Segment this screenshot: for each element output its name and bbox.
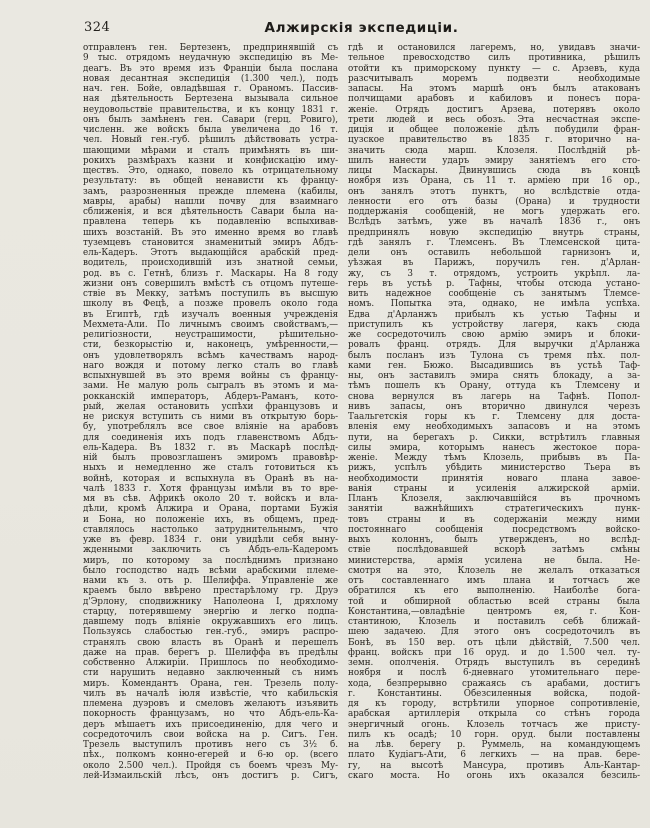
text-line: министерства, армія усилена не была. Не- bbox=[348, 555, 640, 566]
text-line: 9 тыс. отрядомъ неудачную экспедицію въ Ме- bbox=[83, 53, 338, 64]
text-line: д'Эрлону, сподвижнику Наполеона I, дряхлому bbox=[83, 596, 338, 607]
text-line: пѣх., полкомъ конно-егерей и 6-ю ор. (всего bbox=[83, 750, 338, 761]
text-line: род. въ с. Гетнѣ, близъ г. Маскары. На 8 году bbox=[83, 268, 338, 279]
text-line: ель-Кадеръ. Этотъ выдающійся арабскій пред- bbox=[83, 248, 338, 258]
text-line: ванія страны и усиленія алжирской арміи. bbox=[348, 483, 640, 494]
text-line: давшему подъ вліяніе окружавшихъ его лицъ. bbox=[83, 617, 338, 627]
text-line: гдѣ и остановился лагеремъ, но, увидавъ значи- bbox=[348, 43, 640, 53]
text-line: рижъ, успѣлъ убѣдить министерство Тьера въ bbox=[348, 463, 640, 474]
text-line: около 2.500 чел.). Пройдя съ боемъ чрезъ Му- bbox=[83, 760, 338, 771]
text-line: отойти къ приморскому пункту — с. Арзевъ, куда bbox=[348, 63, 640, 74]
text-line: шающими мѣрами и сталъ примѣнять въ ши- bbox=[83, 145, 338, 156]
text-line: вспыхнувшей въ это время войны съ францу- bbox=[83, 371, 338, 381]
text-line: скаго моста. Но огонь ихъ оказался безсиль- bbox=[348, 770, 640, 781]
text-line: водитель, происходившій изъ знатной семьи, bbox=[83, 258, 338, 269]
text-line: уѣзжая въ Парижъ, поручилъ ген. д'Арлан- bbox=[348, 258, 640, 269]
text-line: деръ мѣшаетъ ихъ присоединенію, для чего и bbox=[83, 719, 338, 730]
text-line: дели онъ оставилъ небольшой гарнизонъ и, bbox=[348, 248, 640, 258]
text-line: необходимости принятія новаго плана завое- bbox=[348, 473, 640, 484]
text-line: ками ген. Бюжо. Высадившись въ устьѣ Таф- bbox=[348, 360, 640, 371]
text-line: ноября изъ Орана, съ 11 т. арміею при 16 ор., bbox=[348, 176, 640, 187]
text-line: замъ, разрозненныя прежде племена (кабилы, bbox=[83, 186, 338, 197]
text-line: полчищами арабовъ и кабиловъ и понесъ пора- bbox=[348, 94, 640, 105]
text-line: религіозности, неустрашимости, рѣшительно- bbox=[83, 330, 338, 340]
text-line: въ Египтѣ, гдѣ изучалъ военныя учрежденія bbox=[83, 309, 338, 320]
text-line: онъ удовлетворялъ всѣмъ качествамъ народ- bbox=[83, 350, 338, 361]
text-line: лицы Маскары. Двинувшись сюда въ концѣ bbox=[348, 166, 640, 176]
text-line: сближенія, и вся дѣятельность Савари была на- bbox=[83, 207, 338, 217]
text-line: Бонѣ, въ 150 вер. отъ цѣли дѣйствій, 7.500 чел. bbox=[348, 637, 640, 648]
text-line: для соединенія ихъ подъ главенствомъ Абдъ- bbox=[83, 432, 338, 443]
page-header bbox=[0, 20, 650, 38]
text-line: шихъ возстаній. Въ это именно время во главѣ bbox=[83, 227, 338, 238]
text-line: было господство надъ всѣми арабскими племе- bbox=[83, 565, 338, 576]
text-line: франц. войскъ при 16 оруд. и до 1.500 чел. ту- bbox=[348, 647, 640, 658]
text-line: численн. же войскъ была увеличена до 16 т. bbox=[83, 125, 338, 135]
text-line: обратился къ его выполненію. Наиболѣе бога- bbox=[348, 586, 640, 597]
text-line: отъ составленнаго имъ плана и тотчасъ же bbox=[348, 576, 640, 586]
text-line: лей-Измаильскій лѣсъ, онъ достигъ р. Сигъ, bbox=[83, 770, 338, 781]
text-line: рокканскій императоръ, Абдеръ-Раманъ, кото- bbox=[83, 391, 338, 402]
text-line: туземцевъ становится знаменитый эмиръ Абдъ- bbox=[83, 237, 338, 248]
text-line: результату: въ общей ненависти къ францу- bbox=[83, 176, 338, 187]
text-line: войнѣ, которая и вспыхнула въ Оранѣ въ на- bbox=[83, 473, 338, 484]
text-line: ставлялось настолько затруднительнымъ, что bbox=[83, 524, 338, 535]
text-line: былъ посланъ изъ Тулона съ тремя пѣх. пол- bbox=[348, 350, 640, 361]
text-line: бу, употреблялъ все свое вліяніе на арабовъ bbox=[83, 422, 338, 433]
text-line: дя къ городу, встрѣтили упорное сопротивленіе, bbox=[348, 699, 640, 709]
text-line: ленности его отъ базы (Орана) и трудности bbox=[348, 196, 640, 207]
text-line: вить надежное сообщеніе съ занятымъ Тлемсе- bbox=[348, 289, 640, 299]
text-line: товъ страны и въ содержаніи между ними bbox=[348, 514, 640, 525]
page-number: 324 bbox=[84, 20, 111, 35]
text-line: арабская артиллерія открыла со стѣнъ города bbox=[348, 709, 640, 720]
text-line: покорность французамъ, но что Абдъ-ель-Ка- bbox=[83, 709, 338, 720]
text-line: ная дѣятельность Бертезена вызывала сильное bbox=[83, 94, 338, 105]
text-line: постояннаго сообщенія посредствомъ войско- bbox=[348, 524, 640, 535]
text-line: рый, желая остановить успѣхи французовъ и bbox=[83, 401, 338, 412]
text-line: рокихъ размѣрахъ казни и конфискацію иму- bbox=[83, 155, 338, 166]
text-line: сосредоточилъ свои войска на р. Сигъ. Ген. bbox=[83, 729, 338, 740]
text-line: ществъ. Это, однако, повело къ отрицательному bbox=[83, 166, 338, 176]
text-line: ны, онъ заставилъ эмира снять блокаду, а за- bbox=[348, 371, 640, 381]
text-line: и Бона, но положеніе ихъ, въ общемъ, пред- bbox=[83, 514, 338, 525]
text-line: наго вождя и потому легко сталъ во главѣ bbox=[83, 360, 338, 371]
text-line: предпринялъ новую экспедицію внутрь страны, bbox=[348, 227, 640, 238]
text-line: миръ, по которому за послѣднимъ признано bbox=[83, 555, 338, 566]
text-line: ель-Кадера. Въ 1832 г. въ Маскарѣ послѣд- bbox=[83, 442, 338, 453]
text-line: Вслѣдъ затѣмъ, уже въ началѣ 1836 г., онъ bbox=[348, 217, 640, 228]
running-head-title: Алжирскія экспедиціи. bbox=[264, 20, 459, 36]
text-line: женіе. Между тѣмъ Клозель, прибывъ въ Па- bbox=[348, 453, 640, 463]
text-line: нивъ запасы, онъ вторично двинулся черезъ bbox=[348, 401, 640, 412]
text-line: ній былъ провозглашенъ эмиромъ правовѣр- bbox=[83, 453, 338, 463]
text-line: новая десантная экспедиція (1.300 чел.), подъ bbox=[83, 73, 338, 84]
text-line: же сосредоточилъ свою армію эмиръ и блоки- bbox=[348, 330, 640, 340]
text-line: краемъ было ввѣрено престарѣлому гр. Друэ bbox=[83, 586, 338, 597]
text-line: плато Кудіагъ-Ати, 6 легкихъ — на прав. бере- bbox=[348, 750, 640, 761]
text-line: уже въ февр. 1834 г. они увидѣли себя выну- bbox=[83, 535, 338, 545]
text-line: старцу, потерявшему энергію и легко подпа- bbox=[83, 606, 338, 617]
text-line: смотря на это, Клозель не желалъ отказаться bbox=[348, 565, 640, 576]
text-line: пути, на берегахъ р. Сикки, встрѣтилъ главныя bbox=[348, 432, 640, 443]
text-line: женіе. Отрядъ достигъ Арзева, потерявъ около bbox=[348, 104, 640, 115]
text-line: нами къ з. отъ р. Шелиффа. Управленіе же bbox=[83, 576, 338, 586]
text-line: гу, на высотѣ Мансура, противъ Аль-Кантар- bbox=[348, 760, 640, 771]
text-line: занятіи важнѣйшихъ стратегическихъ пунк- bbox=[348, 504, 640, 515]
text-line: снова вернулся въ лагерь на Тафнѣ. Попол- bbox=[348, 391, 640, 402]
text-line: Мехмета-Али. По личнымъ своимъ свойствамъ,— bbox=[83, 319, 338, 330]
text-line: гдѣ занялъ г. Тлемсенъ. Въ Тлемсенской цита- bbox=[348, 237, 640, 248]
text-line: г. Константины. Обезсиленныя войска, подой- bbox=[348, 688, 640, 699]
text-line: мавры, арабы) нашли почву для взаимнаго bbox=[83, 196, 338, 207]
text-line: выхъ колоннъ, былъ утвержденъ, но вслѣд- bbox=[348, 535, 640, 545]
text-line: отправленъ ген. Бертезенъ, предпринявшій съ bbox=[83, 43, 338, 53]
text-column-left bbox=[83, 43, 338, 781]
text-line: Планъ Клозеля, заключавшійся въ прочномъ bbox=[348, 494, 640, 504]
text-line: нач. ген. Бойе, овладѣвшая г. Ораномъ. Пассив- bbox=[83, 84, 338, 94]
text-line: шилъ нанести ударъ эмиру занятіемъ его сто- bbox=[348, 155, 640, 166]
text-line: онъ занялъ этотъ пунктъ, но вслѣдствіе отда- bbox=[348, 186, 640, 197]
text-line: не рискуя вступить съ ними въ открытую борь- bbox=[83, 412, 338, 422]
text-line: земн. ополченія. Отрядъ выступилъ въ серединѣ bbox=[348, 658, 640, 668]
text-line: зами. Не малую роль сыгралъ въ этомъ и ма- bbox=[83, 381, 338, 392]
text-line: силы эмира, которымъ нанесъ жестокое пора- bbox=[348, 442, 640, 453]
text-line: ровалъ франц. отрядъ. Для выручки д'Арланжа bbox=[348, 340, 640, 351]
text-line: онъ былъ замѣненъ ген. Савари (герц. Ровиго), bbox=[83, 114, 338, 125]
text-line: ныхъ и немедленно же сталъ готовиться къ bbox=[83, 463, 338, 474]
text-line: трети людей и весь обозъ. Эта несчастная экспе- bbox=[348, 114, 640, 125]
text-line: жу, съ 3 т. отрядомъ, устроить укрѣпл. ла- bbox=[348, 268, 640, 279]
text-line: герь въ устьѣ р. Тафны, чтобы отсюда устано- bbox=[348, 278, 640, 289]
text-line: ствіе въ Мекку, затѣмъ поступилъ въ высшую bbox=[83, 289, 338, 299]
text-line: тельное превосходство силъ противника, рѣшилъ bbox=[348, 53, 640, 64]
text-line: сти нарушить недавно заключенный съ нимъ bbox=[83, 668, 338, 679]
text-line: цузское правительство въ 1835 г. вторично на- bbox=[348, 135, 640, 146]
text-line: чел. Новый ген.-губ. рѣшилъ дѣйствовать устра- bbox=[83, 135, 338, 146]
text-line: запасы. На этомъ маршѣ онъ былъ атакованъ bbox=[348, 84, 640, 94]
text-column-right bbox=[348, 43, 640, 781]
text-line: тѣмъ пошелъ къ Орану, оттуда къ Тлемсену и bbox=[348, 381, 640, 392]
text-line: чалѣ 1833 г. Хотя французы имѣли въ то вре- bbox=[83, 483, 338, 494]
text-line: собственно Алжиріи. Пришлось по необходимо- bbox=[83, 658, 338, 668]
text-line: чилъ въ началѣ іюля извѣстіе, что кабильскія bbox=[83, 688, 338, 699]
text-line: значить сюда марш. Клозеля. Послѣдній рѣ- bbox=[348, 145, 640, 156]
text-line: жденными заключить съ Абдъ-ель-Кадеромъ bbox=[83, 545, 338, 556]
text-line: даже на прав. берегъ р. Шелиффа въ предѣлы bbox=[83, 647, 338, 658]
text-line: мя въ сѣв. Африкѣ около 20 т. войскъ и вла- bbox=[83, 494, 338, 504]
text-line: сти, безкорыстію и, наконецъ, умѣренности,— bbox=[83, 340, 338, 351]
text-line: жизни онъ совершилъ вмѣстѣ съ отцомъ путеше- bbox=[83, 278, 338, 289]
text-line: Константина,—овладѣніе центромъ ея, г. Кон- bbox=[348, 606, 640, 617]
text-line: той и обширной областью всей страны была bbox=[348, 596, 640, 607]
text-line: племена дуэровъ и смеловъ желаютъ изъявить bbox=[83, 699, 338, 709]
text-line: диція и общее положеніе дѣлъ побудили фран- bbox=[348, 125, 640, 135]
text-line: хода, безпрерывно сражаясь съ арабами, достигъ bbox=[348, 678, 640, 689]
text-line: деагъ. Въ это время изъ Франціи была послана bbox=[83, 63, 338, 74]
text-line: Трезель выступилъ противъ него съ 3½ б. bbox=[83, 740, 338, 750]
text-line: Едва д'Арланжъ прибылъ къ устью Тафны и bbox=[348, 309, 640, 320]
text-line: разсчитывалъ моремъ подвезти необходимые bbox=[348, 73, 640, 84]
text-line: неудовольствіе правительства, и къ концу 1831 г. bbox=[83, 104, 338, 115]
text-line: стантиною, Клозель и поставилъ себѣ ближай- bbox=[348, 617, 640, 627]
text-line: странялъ свою власть въ Оранѣ и перешелъ bbox=[83, 637, 338, 648]
text-line: приступилъ къ устройству лагеря, какъ сюда bbox=[348, 319, 640, 330]
text-line: поддержанія сообщеній, не могъ удержать его. bbox=[348, 207, 640, 217]
text-line: ствіе послѣдовавшей вскорѣ затѣмъ смѣны bbox=[348, 545, 640, 556]
text-line: школу въ Фецѣ, а позже провелъ около года bbox=[83, 299, 338, 310]
text-line: номъ. Попытка эта, однако, не имѣла успѣха. bbox=[348, 299, 640, 310]
text-line: вленія ему необходимыхъ запасовъ и на этомъ bbox=[348, 422, 640, 433]
text-line: шею задачею. Для этого онъ сосредоточилъ въ bbox=[348, 627, 640, 638]
text-line: на лѣв. берегу р. Руммель, на командующемъ bbox=[348, 740, 640, 750]
text-line: энергичный огонь. Клозель тотчасъ же присту- bbox=[348, 719, 640, 730]
text-line: миръ. Комендантъ Орана, ген. Трезель полу- bbox=[83, 678, 338, 689]
text-line: правлена теперь къ подавленію вспыхивав- bbox=[83, 217, 338, 228]
text-line: ноября и послѣ 6-дневнаго утомительнаго пере- bbox=[348, 668, 640, 679]
text-line: пилъ къ осадѣ; 10 горн. оруд. были поставлены bbox=[348, 729, 640, 740]
text-line: Таальгетскія горы къ г. Тлемсену для доста- bbox=[348, 412, 640, 422]
text-line: дѣли, кромѣ Алжира и Орана, портами Бужія bbox=[83, 504, 338, 515]
text-line: Пользуясь слабостью ген.-губ., эмиръ распро- bbox=[83, 627, 338, 638]
